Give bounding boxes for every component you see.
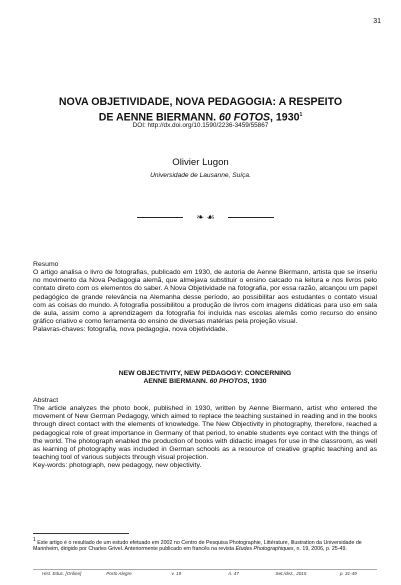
article-title-line-1: NOVA OBJETIVIDADE, NOVA PEDAGOGIA: A RESPEITO (58, 96, 343, 108)
english-title-prefix: AENNE BIERMANN. (143, 378, 210, 386)
abstract-heading: Abstract (33, 397, 59, 404)
english-title (33, 370, 377, 386)
footer-volume: v. 19 (171, 571, 182, 576)
abstract-text: The article analyzes the photo book, published in 1930, written by Aenne Biermann, artist who entered the movement of New German Pedagogy, which aimed to replace the teaching sustained in reading and in the books through direct contact with the elements of knowledge. The New Objectivity in photography, therefore, reached a pedagogical role of great importance in Germany of that period, to enable students eye contact with the things of the world. The photograph enabled the production of books with didactic images for use in the classroom, as well as learning of photography was included in German schools as a resource of creative graphic teaching and as teaching tool of various subjects through visual projection. (33, 405, 377, 462)
footnote-suffix: , n. 19, 2006, p. 25-49. (293, 546, 347, 553)
ornament-line-right (228, 217, 274, 218)
page-number: 31 (373, 18, 381, 25)
abstract-keywords: Key-words: photograph, new pedagogy, new objectivity. (33, 462, 202, 470)
journal-footer (33, 569, 377, 578)
resumo-text: O artigo analisa o livro de fotografias, publicado em 1930, de autoria de Aenne Biermann, artista que se inseriu no movimento da Nova Pedagogia alemã, que almejava substituir o ensino calcado na leitura e nos livros pelo contato direto com os elementos do saber. A Nova Objetividade na fotografia, por essa razão, alcançou um papel pedagógico de grande relevância na Alemanha desse período, ao possibilitar aos estudantes o contato visual com as coisas do mundo. A fotografia possibilitou a produção de livros com imagens didáticas para uso em sala de aula, assim como a aprendizagem da fotografia foi incluída nas escolas alemãs como recurso do ensino gráfico criativo e como ferramenta do ensino de diversas matérias pela projeção visual. (33, 269, 377, 326)
english-title-suffix: , 1930 (247, 378, 267, 386)
footnote-reference[interactable]: 1 (299, 111, 303, 118)
footnote-rule (33, 533, 129, 534)
english-title-line-2 (33, 378, 377, 386)
footnote-journal: Études Photographiques (235, 546, 294, 553)
ornament-line-left (137, 217, 183, 218)
resumo-heading: Resumo (33, 261, 59, 268)
section-ornament (0, 212, 401, 224)
footnote-mark: 1 (33, 537, 36, 543)
article-title-suffix: , 1930 (270, 111, 300, 124)
fleuron-icon: ❧ ☙ (196, 212, 215, 222)
footer-pages: p. 31-49 (339, 571, 357, 576)
author-affiliation: Universidade de Lausanne, Suíça. (150, 172, 251, 179)
article-title-prefix: DE AENNE BIERMANN. (98, 111, 219, 124)
footnote (33, 537, 377, 552)
abstract-section (33, 397, 377, 470)
author-name: Olivier Lugon (172, 157, 229, 168)
footer-journal: Hist. Educ. [Online] (42, 571, 82, 576)
footer-date: Set./dez., 2015 (275, 571, 307, 576)
article-title-italic: 60 FOTOS (219, 111, 271, 124)
english-title-line-1: NEW OBJECTIVITY, NEW PEDAGOGY: CONCERNING (118, 370, 292, 377)
english-title-italic: 60 PHOTOS (209, 378, 248, 386)
footnote-text: Este artigo é o resultado de um estudo efetuado em 2002 no Centro de Pesquisa Photographie, Littérature, Illustration da Universidade de Mannheim, dirigido por Charles Grivel. Anteriormente publicado em francês na revista (33, 539, 362, 553)
footer-city: Porto Alegre (106, 571, 132, 576)
article-title (20, 96, 381, 124)
footer-issue: n. 47 (228, 571, 239, 576)
doi-link[interactable]: DOI: http://dx.doi.org/10.1590/2236-3459/55867 (132, 122, 269, 129)
resumo-section (33, 261, 377, 334)
resumo-keywords: Palavras-chaves: fotografia, nova pedagogia, nova objetividade. (33, 326, 228, 334)
